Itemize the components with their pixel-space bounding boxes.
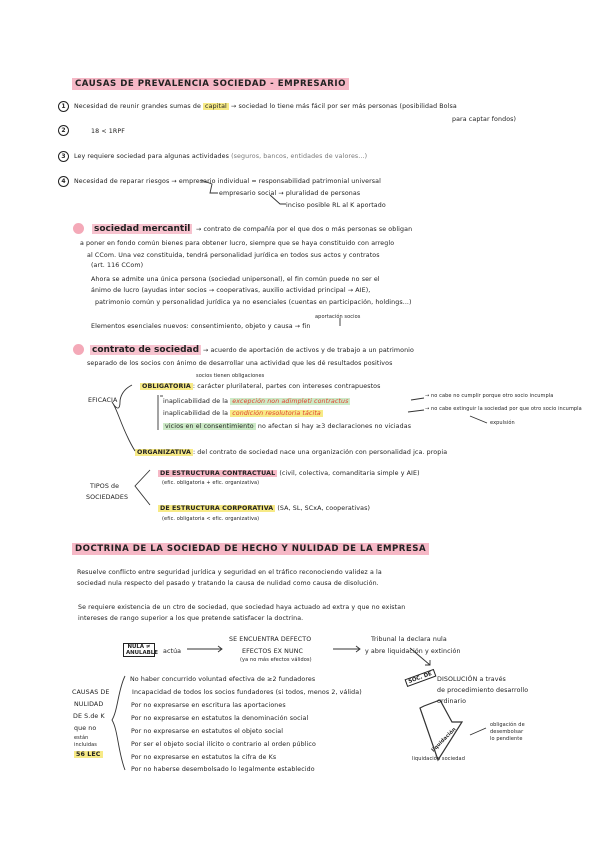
causa-3: Por no expresarse en escritura las aportaciones — [131, 702, 286, 709]
causas-title-1: CAUSAS DE — [72, 689, 110, 696]
mercantil-note: aportación socios — [315, 314, 361, 320]
causas-title-3: DE S.de K — [73, 713, 105, 720]
causas-brace — [112, 676, 125, 770]
number-badge-2: 2 — [58, 125, 69, 136]
efecto-label-2: EFECTOS EX NUNC — [242, 648, 303, 655]
section-heading-doctrina: DOCTRINA DE LA SOCIEDAD DE HECHO Y NULIDAD DE LA EMPRESA — [72, 544, 429, 554]
organizativa-row: ORGANIZATIVA : del contrato de sociedad nace una organización con personalidad jca. propia — [137, 449, 448, 456]
inaplicabilidad-row1: inaplicabilidad de la excepción non adimpleti contractus — [163, 398, 349, 405]
mercantil-line8: Elementos esenciales nuevos: consentimiento, objeto y causa → fin — [91, 323, 311, 330]
arrow-actua — [187, 646, 222, 652]
causas-title-4: que no — [74, 725, 97, 732]
causas-extra-2: incluidas — [74, 742, 97, 748]
section-heading-causas: CAUSAS DE PREVALENCIA SOCIEDAD - EMPRESARIO — [72, 79, 349, 89]
number-badge-4: 4 — [58, 176, 69, 187]
arrow-obligacion — [470, 728, 486, 735]
arrow-tribunal — [333, 646, 360, 652]
cause-3: Ley requiere sociedad para algunas actividades (seguros, bancos, entidades de valores...) — [74, 153, 368, 160]
doctrina-p2b: intereses de rango superior a los que pretende satisfacer la doctrina. — [78, 615, 304, 622]
causa-6: Por ser el objeto social ilícito o contrario al orden público — [131, 741, 316, 748]
disolucion-3: ordinario — [437, 698, 467, 705]
tipos-brace — [135, 470, 150, 505]
causa-2: Incapacidad de todos los socios fundadores (si todos, menos 2, válida) — [132, 689, 362, 696]
mercantil-line1: → contrato de compañía por el que dos o más personas se obligan — [196, 226, 413, 233]
liquidacion-label: liquidación sociedad — [412, 756, 465, 762]
causas-title-2: NULIDAD — [74, 701, 104, 708]
disolucion-1: DISOLUCIÓN a través — [437, 676, 506, 683]
tipos-label-2: SOCIEDADES — [86, 494, 129, 501]
cause-1: Necesidad de reunir grandes sumas de capital → sociedad lo tiene más fácil por ser más personas (posibilidad Bolsa — [74, 103, 457, 110]
contrato-note-socios: socios tienen obligaciones — [196, 373, 265, 379]
contractual-sub: (efic. obligatoria + efic. organizativa) — [162, 480, 260, 486]
cause-2: 18 < 1RPF — [91, 128, 125, 135]
arrow-label: liquidación — [430, 726, 458, 754]
nula-badge: NULA ≠ ANULABLE — [123, 643, 155, 657]
contrato-line2: separado de los socios con ánimo de desarrollar una actividad que les dé resultados positivos — [87, 360, 393, 367]
efecto-label-1: SE ENCUENTRA DEFECTO — [229, 636, 312, 643]
disolucion-2: de procedimiento desarrollo — [437, 687, 529, 694]
arrow-branch — [270, 195, 286, 204]
cause-1-cont: para captar fondos) — [452, 116, 517, 123]
mercantil-title: sociedad mercantil — [94, 224, 191, 234]
arrow-row1 — [411, 398, 424, 400]
lec-label: 56 LEC — [76, 751, 101, 758]
causas-extra-1: están — [74, 735, 89, 741]
doctrina-p1a: Resuelve conflicto entre seguridad jurídica y seguridad en el tráfico reconociendo validez a la — [77, 569, 382, 576]
arrow-branch — [201, 180, 218, 193]
mercantil-line7: patrimonio común y personalidad jurídica ya no esenciales (cuentas en participación, holdings...) — [95, 299, 412, 306]
cause-4-sub2: inciso posible RL al K aportado — [286, 202, 386, 209]
efecto-label-3: (ya no más efectos válidos) — [240, 657, 312, 663]
tribunal-label-2: y abre liquidación y extinción — [365, 648, 461, 655]
obligacion-1: obligación de — [490, 722, 525, 728]
number-badge-3: 3 — [58, 151, 69, 162]
row1-side-note: → no cabe no cumplir porque otro socio incumpla — [425, 393, 554, 399]
arrow-row2 — [408, 410, 424, 412]
arrow-row3 — [470, 416, 487, 423]
mercantil-line2: a poner en fondo común bienes para obtener lucro, siempre que se haya constituido con arreglo — [80, 240, 395, 247]
inaplicabilidad-row2: inaplicabilidad de la condición resolutoria tácita — [163, 410, 321, 417]
tipos-label-1: TIPOS de — [90, 483, 120, 490]
obligatoria-row: OBLIGATORIA : carácter plurilateral, partes con intereses contrapuestos — [142, 383, 381, 390]
eficacia-label: EFICACIA — [88, 397, 118, 404]
liquidacion-arrow-icon — [420, 700, 462, 760]
cause-4-sub1: empresario social → pluralidad de personas — [219, 190, 361, 197]
soc-badge: SOC. DE — [405, 669, 436, 687]
mercantil-line3: al CCom. Una vez constituida, tendrá personalidad jurídica en todos sus actos y contratos — [87, 252, 380, 259]
obligacion-2: desembolsar — [490, 729, 524, 735]
mercantil-line4: (art. 116 CCom) — [91, 262, 144, 269]
expulsion-note: expulsión — [490, 420, 515, 426]
contrato-title: contrato de sociedad — [92, 345, 200, 355]
actua-label: actúa — [163, 648, 182, 655]
causa-1: No haber concurrido voluntad efectiva de ≥2 fundadores — [130, 676, 316, 683]
contractual-row: DE ESTRUCTURA CONTRACTUAL (civil, colectiva, comanditaria simple y AIE) — [160, 470, 420, 477]
corporativa-row: DE ESTRUCTURA CORPORATIVA (SA, SL, SCxA, cooperativas) — [160, 505, 371, 512]
arrow-down — [410, 648, 430, 665]
tribunal-label-1: Tribunal la declara nula — [371, 636, 447, 643]
obligacion-3: lo pendiente — [490, 736, 523, 742]
causa-4: Por no expresarse en estatutos la denominación social — [131, 715, 309, 722]
vicios-row: vicios en el consentimiento no afectan si hay ≥3 declaraciones no viciadas — [165, 423, 412, 430]
mercantil-line6: ánimo de lucro (ayudas inter socios → cooperativas, auxilio actividad principal → AIE), — [91, 287, 371, 294]
number-badge-1: 1 — [58, 101, 69, 112]
causa-8: Por no haberse desembolsado lo legalmente establecido — [131, 766, 315, 773]
row2-side-note: → no cabe extinguir la sociedad por que otro socio incumpla — [425, 406, 582, 412]
contrato-line1: → acuerdo de aportación de activos y de trabajo a un patrimonio — [203, 347, 414, 354]
mercantil-line5: Ahora se admite una única persona (sociedad unipersonal), el fin común puede no ser el — [91, 276, 380, 283]
causa-5: Por no expresarse en estatutos el objeto social — [131, 728, 284, 735]
causa-7: Por no expresarse en estatutos la cifra de Ks — [131, 754, 277, 761]
doctrina-p2a: Se requiere existencia de un ctro de sociedad, que sociedad haya actuado ad extra y que no existan — [78, 604, 406, 611]
doctrina-p1b: sociedad nula respecto del pasado y tratando la causa de nulidad como causa de disolución. — [77, 580, 379, 587]
eficacia-brace — [112, 385, 135, 451]
cause-4: Necesidad de reparar riesgos → empresario individual = responsabilidad patrimonial universal — [74, 178, 381, 185]
corporativa-sub: (efic. obligatoria < efic. organizativa) — [162, 516, 260, 522]
